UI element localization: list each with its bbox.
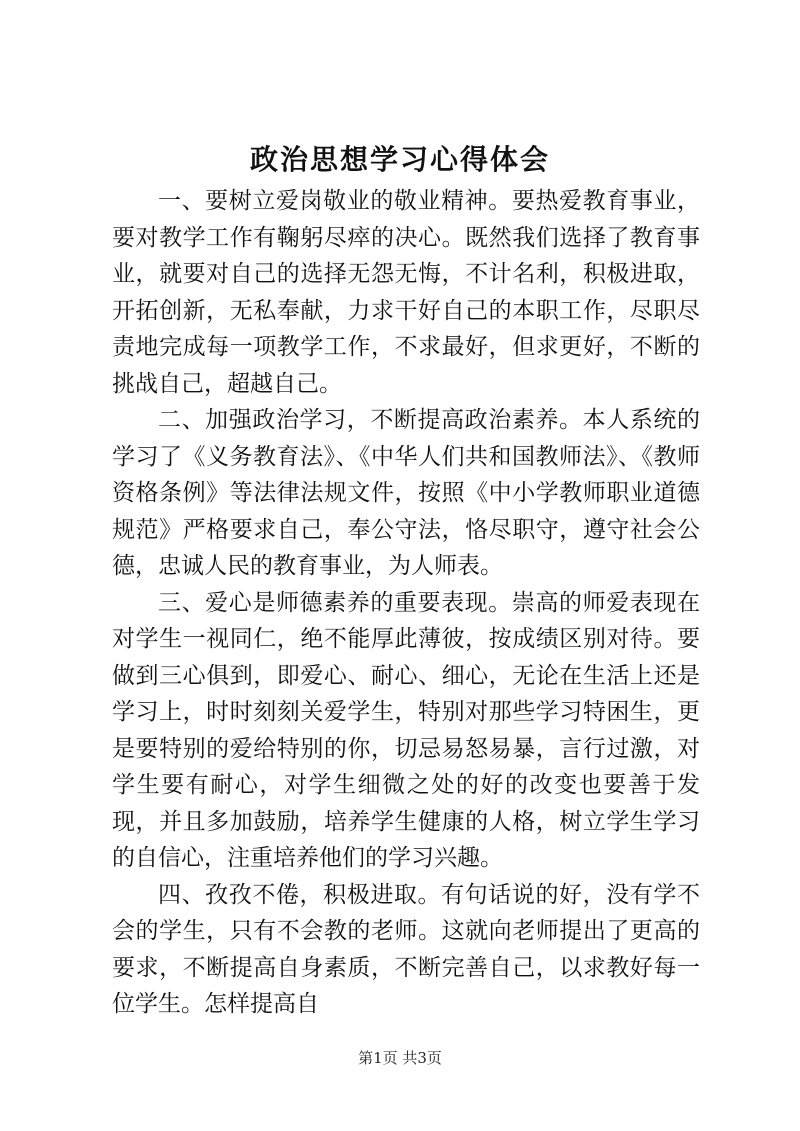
paragraph-1: 一、要树立爱岗敬业的敬业精神。要热爱教育事业，要对教学工作有鞠躬尽瘁的决心。既然我们选择了教育事业，就要对自己的选择无怨无悔，不计名利，积极进取，开拓创新，无私奉献，力求干好自己的本职工作，尽职尽责地完成每一项教学工作，不求最好，但求更好，不断的挑战自己，超越自己。 bbox=[112, 188, 700, 397]
paragraph-2: 二、加强政治学习，不断提高政治素养。本人系统的学习了《义务教育法》、《中华人们共和国教师法》、《教师资格条例》等法律法规文件，按照《中小学教师职业道德规范》严格要求自己，奉公守法，恪尽职守，遵守社会公德，忠诚人民的教育事业，为人师表。 bbox=[112, 407, 700, 579]
paragraph-4: 四、孜孜不倦，积极进取。有句话说的好，没有学不会的学生，只有不会教的老师。这就向老师提出了更高的要求，不断提高自身素质，不断完善自己，以求教好每一位学生。怎样提高自 bbox=[112, 881, 700, 1017]
paragraph-3: 三、爱心是师德素养的重要表现。崇高的师爱表现在对学生一视同仁，绝不能厚此薄彼，按成绩区别对待。要做到三心俱到，即爱心、耐心、细心，无论在生活上还是学习上，时时刻刻关爱学生，特别对那些学习特困生，更是要特别的爱给特别的你，切忌易怒易暴，言行过激，对学生要有耐心，对学生细微之处的好的改变也要善于发现，并且多加鼓励，培养学生健康的人格，树立学生学习的自信心，注重培养他们的学习兴趣。 bbox=[112, 589, 700, 871]
page-footer: 第1页 共3页 bbox=[358, 1049, 442, 1067]
document-title: 政治思想学习心得体会 bbox=[249, 143, 550, 176]
document-body bbox=[112, 183, 700, 1023]
